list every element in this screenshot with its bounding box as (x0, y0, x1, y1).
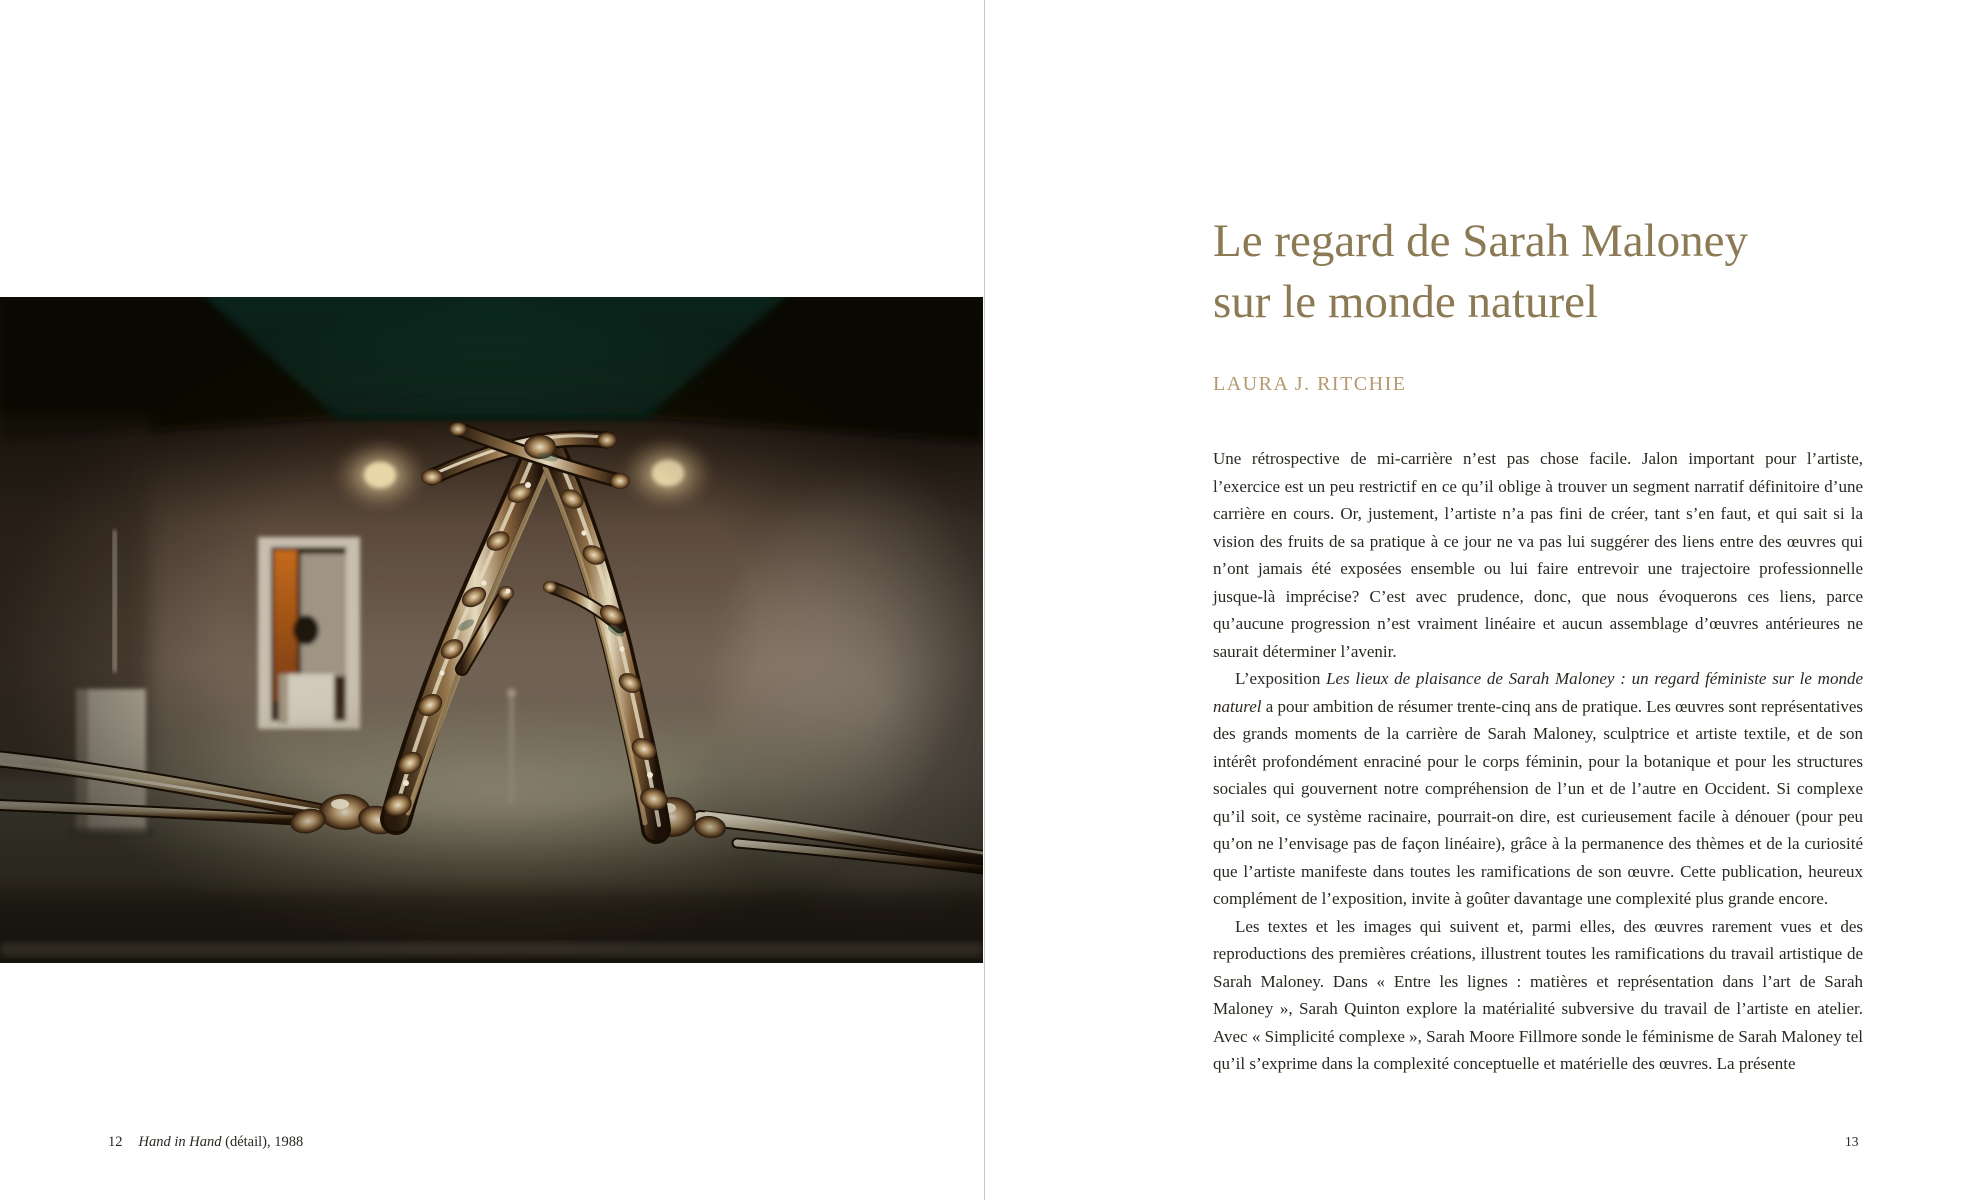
paragraph: Une rétrospective de mi-carrière n’est pas chose facile. Jalon important pour l’artiste, l’exercice est un peu restrictif en ce qu’il oblige à trouver un segment narratif définitoire d’une carrière en cours. Or, justement, l’artiste n’a pas fini de créer, tant s’en faut, et qui sait si la vision des fruits de sa pratique à ce jour ne va pas lui suggérer des liens entre des œuvres qui n’ont jamais été exposées ensemble ou lui faire entrevoir une trajectoire professionnelle jusque-là imprécise? C’est avec prudence, donc, que nous évoquerons ces liens, parce qu’aucune progression n’est vraiment linéaire et aucun assemblage d’œuvres antérieures ne saurait déterminer l’avenir. (1213, 449, 1863, 661)
photo-warm-cast (0, 297, 983, 963)
artwork-caption-row (108, 1133, 303, 1151)
page-gutter-divider (984, 0, 985, 1200)
page-number-left: 12 (108, 1134, 123, 1150)
artwork-photo-illustration (0, 297, 983, 963)
article-title (1213, 211, 1913, 333)
article-body (1213, 445, 1863, 1078)
paragraph: L’exposition Les lieux de plaisance de Sarah Maloney : un regard féministe sur le monde naturel a pour ambition de résumer trente-cinq ans de pratique. Les œuvres sont représentatives des grands moments de la carrière de Sarah Maloney, sculptrice et artiste textile, et de son intérêt profondément enraciné pour le corps féminin, pour la botanique et pour les structures sociales qui gouvernent notre compréhension de l’un et de l’autre en Occident. Si complexe qu’il soit, ce système racinaire, pourrait-on dire, est curieusement facile à dénouer (pour peu qu’on ne l’envisage pas de façon linéaire), grâce à la permanence des thèmes et de la curiosité que l’artiste manifeste dans toutes les ramifications de son œuvre. Cette publication, heureux complément de l’exposition, invite à goûter davantage une complexité plus grande encore. (1213, 669, 1863, 908)
page-number-right: 13 (1845, 1134, 1859, 1149)
paragraph: Les textes et les images qui suivent et, parmi elles, des œuvres rarement vues et des reproductions des premières créations, illustrent toutes les ramifications du travail artistique de Sarah Maloney. Dans « Entre les lignes : matières et représentation dans l’art de Sarah Maloney », Sarah Quinton explore la matérialité subversive du travail de l’artiste en atelier. Avec « Simplicité complexe », Sarah Moore Fillmore sonde le féminisme de Sarah Maloney tel qu’il s’exprime dans la complexité conceptuelle et matérielle des œuvres. La présente (1213, 916, 1863, 1073)
article-title-line2: sur le monde naturel (1213, 276, 1599, 329)
artwork-caption: Hand in Hand (détail), 1988 (138, 1134, 304, 1150)
article-title-line1: Le regard de Sarah Maloney (1213, 215, 1749, 268)
artwork-photo (0, 297, 983, 963)
author-name: LAURA J. RITCHIE (1213, 373, 1407, 395)
